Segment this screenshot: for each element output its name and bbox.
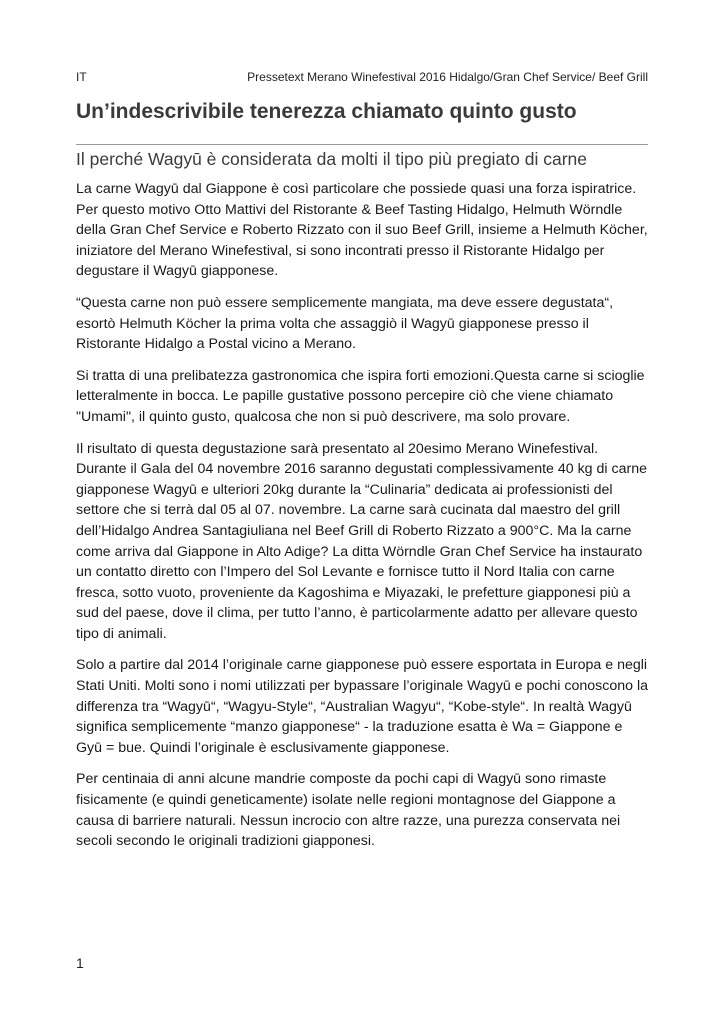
paragraph: “Questa carne non può essere semplicemente mangiata, ma deve essere degustata“, esortò Helmuth Köcher la prima volta che assaggiò il Wagyū giapponese presso il Ristorante Hidalgo a Postal vicino a Merano.	[76, 294, 614, 353]
page-number: 1	[76, 955, 84, 971]
article-subtitle: Il perché Wagyū è considerata da molti il tipo più pregiato di carne	[76, 149, 588, 169]
title-divider	[76, 144, 648, 145]
paragraph: Il risultato di questa degustazione sarà presentato al 20esimo Merano Winefestival. Durante il Gala del 04 novembre 2016 saranno degustati complessivamente 40 kg di carne giapponese Wagyū e ulteriori 20kg durante la “Culinaria” dedicata ai professionisti del settore che si terrà dal 05 al 07. novembre. La carne sarà cucinata dal maestro del grill dell’Hidalgo Andrea Santagiuliana nel Beef Grill di Roberto Rizzato a 900°C. Ma la carne come arriva dal Giappone in Alto Adige? La ditta Wörndle Gran Chef Service ha instaurato un contatto diretto con l’Impero del Sol Levante e fornisce tutto il Nord Italia con carne fresca, sotto vuoto, proveniente da Kagoshima e Miyazaki, le prefetture giapponesi più a sud del paese, dove il clima, per tutto l’anno, è particolarmente adatto per allevare questo tipo di animali.	[76, 440, 647, 642]
paragraph: Per centinaia di anni alcune mandrie composte da pochi capi di Wagyū sono rimaste fisicamente (e quindi geneticamente) isolate nelle regioni montagnose del Giappone a causa di barriere naturali. Nessun incrocio con altre razze, una purezza conservata nei secoli secondo le originali tradizioni giapponesi.	[76, 771, 621, 850]
header-document-info: Pressetext Merano Winefestival 2016 Hidalgo/Gran Chef Service/ Beef Grill	[247, 70, 648, 84]
article-body	[76, 179, 652, 863]
article-title: Un’indescrivibile tenerezza chiamato quinto gusto	[76, 100, 577, 123]
header-language-code: IT	[76, 70, 87, 84]
paragraph: La carne Wagyū dal Giappone è così particolare che possiede quasi una forza ispiratrice. Per questo motivo Otto Mattivi del Ristorante & Beef Tasting Hidalgo, Helmuth Wörndle della Gran Chef Service e Roberto Rizzato con il suo Beef Grill, insieme a Helmuth Köcher, iniziatore del Merano Winefestival, si sono incontrati presso il Ristorante Hidalgo per degustare il Wagyū giapponese.	[76, 181, 648, 280]
paragraph: Si tratta di una prelibatezza gastronomica che ispira forti emozioni.Questa carne si scioglie letteralmente in bocca. Le papille gustative possono percepire ciò che viene chiamato "Umami", il quinto gusto, qualcosa che non si può descrivere, ma solo provare.	[76, 367, 645, 425]
paragraph: Solo a partire dal 2014 l’originale carne giapponese può essere esportata in Europa e negli Stati Uniti. Molti sono i nomi utilizzati per bypassare l’originale Wagyū e pochi conoscono la differenza tra “Wagyū“, “Wagyu-Style“, “Australian Wagyu“, “Kobe-style“. In realtà Wagyū significa semplicemente “manzo giapponese“ - la traduzione esatta è Wa = Giappone e Gyū = bue. Quindi l’originale è esclusivamente giapponese.	[76, 657, 648, 756]
